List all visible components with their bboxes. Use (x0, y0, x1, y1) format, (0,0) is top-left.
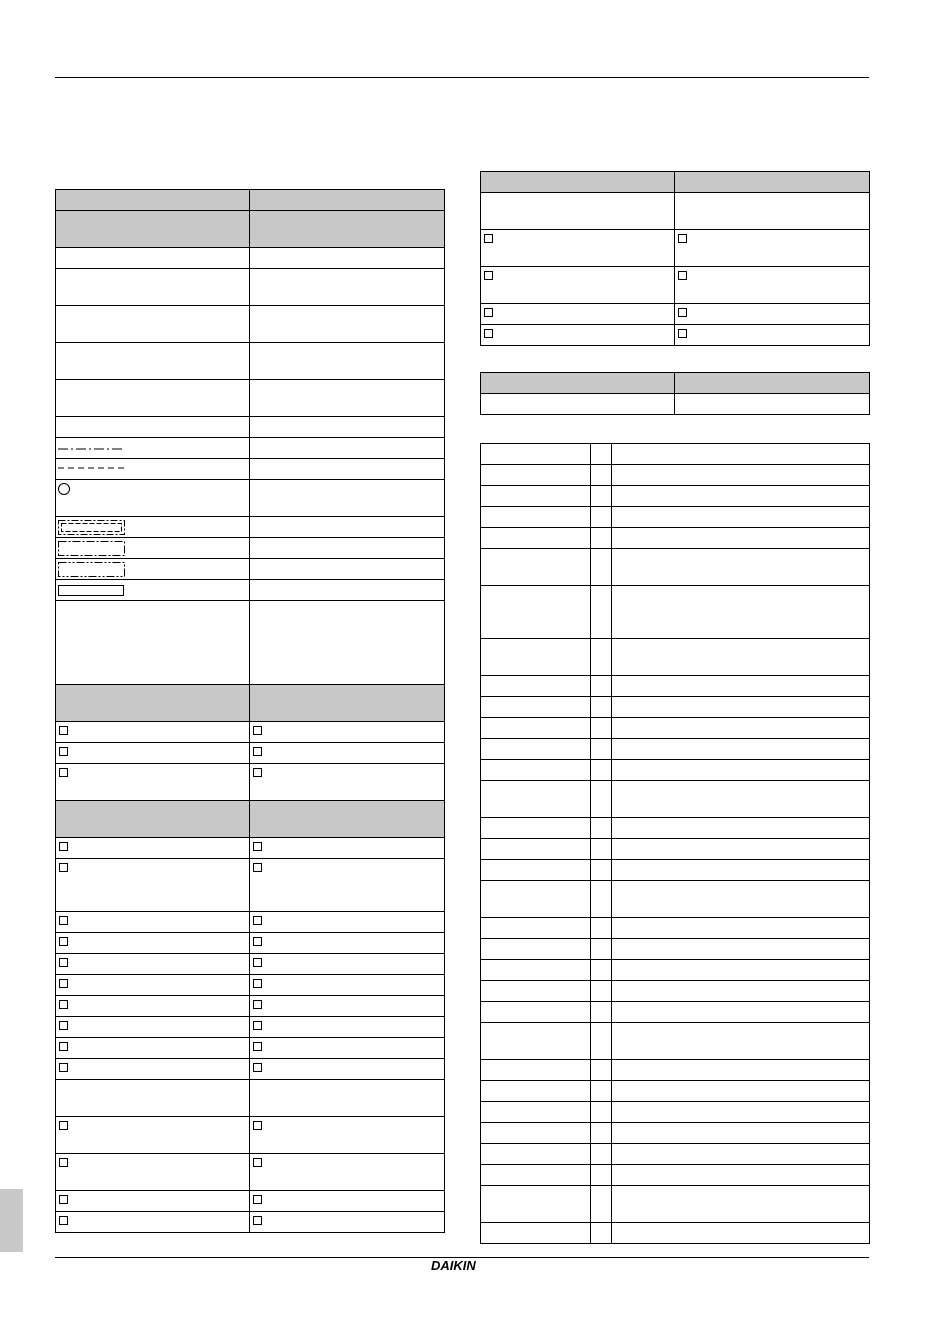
checkbox-icon (253, 1158, 262, 1167)
legend-row (56, 722, 250, 743)
daikin-logo (431, 1258, 493, 1274)
checkbox-icon (678, 234, 687, 243)
checkbox-icon (59, 958, 68, 967)
component-row (481, 939, 591, 960)
checkbox-icon (484, 234, 493, 243)
checkbox-icon (678, 271, 687, 280)
component-row (481, 528, 591, 549)
component-row (481, 1223, 591, 1244)
checkbox-icon (253, 726, 262, 735)
options-row (481, 267, 675, 304)
header-rule (55, 77, 869, 78)
checkbox-icon (253, 863, 262, 872)
legend-header-col-2 (250, 190, 445, 211)
legend-section-header (56, 211, 250, 248)
checkbox-icon (484, 308, 493, 317)
options-row (481, 304, 675, 325)
checkbox-icon (253, 1121, 262, 1130)
component-row (481, 1144, 591, 1165)
dash-dot-box-icon (58, 541, 126, 557)
legend-row (56, 838, 250, 859)
legend-row (56, 1080, 250, 1117)
component-row (481, 444, 591, 465)
component-row (481, 1060, 591, 1081)
chapter-side-tab (0, 1189, 23, 1252)
checkbox-icon (253, 747, 262, 756)
options-row (481, 325, 675, 346)
component-row (481, 981, 591, 1002)
options-header-col-1 (481, 172, 675, 193)
legend-row (56, 1154, 250, 1191)
checkbox-icon (59, 1121, 68, 1130)
legend-row (56, 975, 250, 996)
dash-dot-double-box-icon (58, 520, 126, 536)
component-row (481, 818, 591, 839)
legend-row (56, 438, 250, 459)
legend-table (55, 189, 445, 1233)
component-row (481, 839, 591, 860)
checkbox-icon (59, 1158, 68, 1167)
legend-row (56, 343, 250, 380)
checkbox-icon (253, 1063, 262, 1072)
component-table (480, 443, 870, 1244)
checkbox-icon (484, 271, 493, 280)
options-row (481, 230, 675, 267)
notes-table (480, 372, 870, 415)
legend-row (56, 417, 250, 438)
options-table (480, 171, 870, 346)
legend-row (56, 1059, 250, 1080)
component-row (481, 1002, 591, 1023)
checkbox-icon (59, 747, 68, 756)
checkbox-icon (253, 842, 262, 851)
checkbox-icon (59, 1195, 68, 1204)
solid-box-icon (58, 585, 124, 596)
checkbox-icon (59, 726, 68, 735)
legend-row (56, 306, 250, 343)
component-row (481, 549, 591, 586)
legend-row (56, 912, 250, 933)
legend-row (56, 538, 250, 559)
checkbox-icon (678, 308, 687, 317)
component-row (481, 918, 591, 939)
legend-row (56, 1212, 250, 1233)
legend-row (56, 480, 250, 517)
options-row (481, 193, 675, 230)
component-row (481, 960, 591, 981)
legend-row (56, 743, 250, 764)
legend-row (56, 601, 250, 685)
legend-row (56, 954, 250, 975)
options-header-col-2 (675, 172, 870, 193)
legend-row (56, 248, 250, 269)
checkbox-icon (253, 958, 262, 967)
component-row (481, 860, 591, 881)
legend-row (56, 269, 250, 306)
legend-header-col-1 (56, 190, 250, 211)
daikin-logo-text: DAIKIN (431, 1258, 476, 1273)
legend-row (56, 1017, 250, 1038)
legend-row (56, 559, 250, 580)
checkbox-icon (484, 329, 493, 338)
legend-row (56, 996, 250, 1017)
component-row (481, 1186, 591, 1223)
component-row (481, 465, 591, 486)
component-row (481, 739, 591, 760)
legend-row (56, 380, 250, 417)
legend-section-header (56, 685, 250, 722)
checkbox-icon (253, 1042, 262, 1051)
checkbox-icon (253, 1195, 262, 1204)
component-row (481, 718, 591, 739)
component-row (481, 760, 591, 781)
notes-header-col-2 (675, 373, 870, 394)
checkbox-icon (59, 1063, 68, 1072)
legend-row (56, 1038, 250, 1059)
component-row (481, 781, 591, 818)
component-row (481, 1123, 591, 1144)
legend-row (56, 933, 250, 954)
checkbox-icon (678, 329, 687, 338)
legend-row (56, 1117, 250, 1154)
dash-dot-line-icon (58, 447, 126, 451)
legend-row (56, 459, 250, 480)
checkbox-icon (253, 916, 262, 925)
legend-row (56, 764, 250, 801)
component-row (481, 507, 591, 528)
legend-section-header (56, 801, 250, 838)
component-row (481, 881, 591, 918)
dash-double-dot-box-icon (58, 562, 126, 578)
checkbox-icon (59, 842, 68, 851)
checkbox-icon (253, 768, 262, 777)
component-row (481, 697, 591, 718)
checkbox-icon (59, 979, 68, 988)
component-row (481, 1102, 591, 1123)
circle-icon (58, 483, 70, 495)
checkbox-icon (59, 1042, 68, 1051)
checkbox-icon (59, 863, 68, 872)
component-row (481, 486, 591, 507)
notes-row (481, 394, 675, 415)
checkbox-icon (253, 1216, 262, 1225)
component-row (481, 1023, 591, 1060)
component-row (481, 1081, 591, 1102)
component-row (481, 1165, 591, 1186)
dashed-line-icon (58, 466, 126, 470)
notes-header-col-1 (481, 373, 675, 394)
checkbox-icon (59, 1021, 68, 1030)
checkbox-icon (253, 1021, 262, 1030)
legend-row (56, 859, 250, 912)
legend-row (56, 1191, 250, 1212)
checkbox-icon (253, 979, 262, 988)
checkbox-icon (59, 916, 68, 925)
checkbox-icon (59, 768, 68, 777)
legend-row (56, 580, 250, 601)
checkbox-icon (59, 1216, 68, 1225)
component-row (481, 676, 591, 697)
component-row (481, 639, 591, 676)
checkbox-icon (253, 1000, 262, 1009)
legend-row (56, 517, 250, 538)
checkbox-icon (59, 937, 68, 946)
checkbox-icon (253, 937, 262, 946)
component-row (481, 586, 591, 639)
checkbox-icon (59, 1000, 68, 1009)
